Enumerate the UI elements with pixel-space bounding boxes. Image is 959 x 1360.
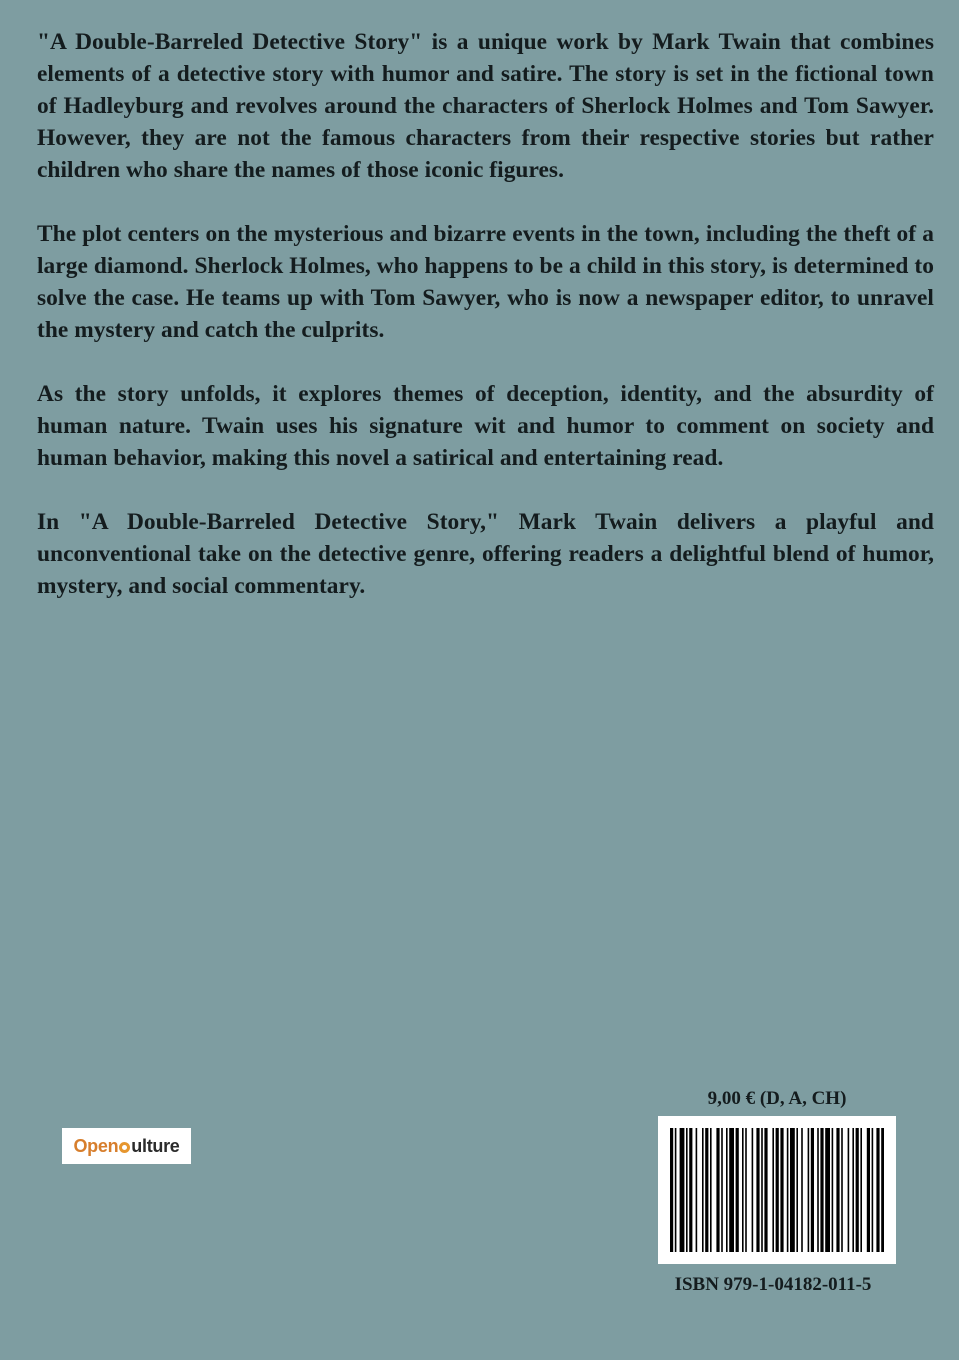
barcode-bar [696, 1128, 698, 1252]
description-paragraph-2: The plot centers on the mysterious and bizarre events in the town, including the theft of a large diamond. Sherlock Holmes, who happens to be a child in this story, is determined to solve the case. He teams up with Tom Sawyer, who is now a newspaper editor, to unravel the mystery and catch the culprits. [37, 221, 934, 343]
barcode-bar [832, 1128, 834, 1252]
barcode-bar [848, 1128, 850, 1252]
barcode-bars-icon [670, 1128, 884, 1252]
barcode-bar [872, 1128, 874, 1252]
publisher-logo [62, 1128, 191, 1164]
barcode-bar [867, 1128, 870, 1252]
ring-c-icon [119, 1142, 130, 1153]
barcode-bar [787, 1128, 789, 1252]
price-label: 9,00 € (D, A, CH) [707, 1088, 847, 1109]
barcode-bar [776, 1128, 779, 1252]
barcode-bar [790, 1128, 795, 1252]
barcode-bar [852, 1128, 854, 1252]
description-paragraph-3: As the story unfolds, it explores themes of deception, identity, and the absurdity of human nature. Twain uses his signature wit and humor to comment on society and human behavior, making this novel a satirical and entertaining read. [37, 381, 934, 471]
barcode-bar [689, 1128, 692, 1252]
barcode-bar [756, 1128, 759, 1252]
barcode-bar [856, 1128, 859, 1252]
barcode-bar [817, 1128, 819, 1252]
barcode-bar [801, 1128, 803, 1252]
logo-text-culture: ulture [131, 1135, 180, 1156]
barcode-bar [876, 1128, 879, 1252]
barcode-bar [675, 1128, 677, 1252]
description-paragraph-1: "A Double-Barreled Detective Story" is a unique work by Mark Twain that combines elements of a detective story with humor and satire. The story is set in the fictional town of Hadleyburg and revolves around the characters of Sherlock Holmes and Tom Sawyer. However, they are not the famous characters from their respective stories but rather children who share the names of those iconic figures. [37, 29, 934, 183]
description-paragraph-4: In "A Double-Barreled Detective Story," Mark Twain delivers a playful and unconventional take on the detective genre, offering readers a delightful blend of humor, mystery, and social commentary. [37, 509, 934, 599]
barcode-bar [726, 1128, 728, 1252]
barcode [658, 1116, 896, 1264]
back-cover-description [37, 26, 934, 634]
barcode-bar [729, 1128, 734, 1252]
barcode-bar [808, 1128, 810, 1252]
barcode-bar [702, 1128, 704, 1252]
barcode-bar [745, 1128, 747, 1252]
barcode-bar [761, 1128, 763, 1252]
barcode-bar [721, 1128, 723, 1252]
barcode-bar [772, 1128, 774, 1252]
barcode-bar [825, 1128, 830, 1252]
barcode-bar [820, 1128, 823, 1252]
barcode-bar [764, 1128, 767, 1252]
barcode-bar [836, 1128, 839, 1252]
barcode-bar [742, 1128, 744, 1252]
barcode-bar [780, 1128, 783, 1252]
barcode-bar [705, 1128, 708, 1252]
barcode-bar [716, 1128, 719, 1252]
barcode-bar [736, 1128, 739, 1252]
barcode-bar [752, 1128, 754, 1252]
barcode-bar [686, 1128, 688, 1252]
logo-text-open: Open [73, 1135, 119, 1156]
barcode-bar [670, 1128, 673, 1252]
barcode-bar [811, 1128, 814, 1252]
barcode-bar [796, 1128, 798, 1252]
barcode-bar [710, 1128, 712, 1252]
barcode-bar [841, 1128, 843, 1252]
barcode-bar [881, 1128, 884, 1252]
isbn-label: ISBN 979-1-04182-011-5 [674, 1274, 872, 1295]
barcode-bar [680, 1128, 685, 1252]
barcode-bar [860, 1128, 862, 1252]
